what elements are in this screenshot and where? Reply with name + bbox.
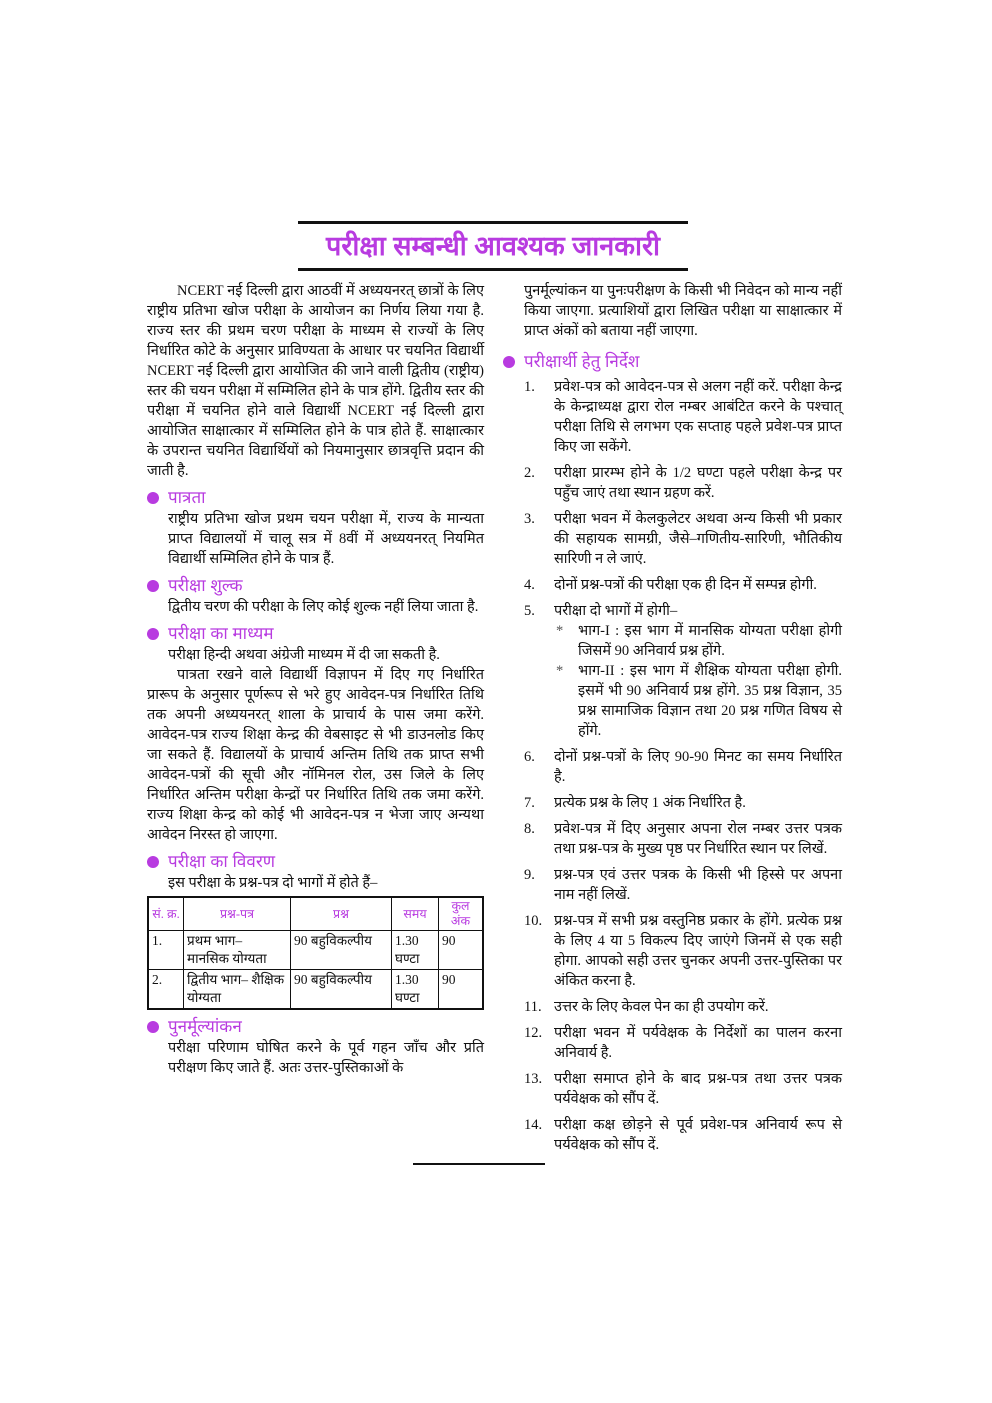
item-text [554,1069,842,1109]
instruction-item [524,997,842,1017]
revaluation-text-continued: पुनर्मूल्यांकन या पुनःपरीक्षण के किसी भी निवेदन को मान्य नहीं किया जाएगा. प्रत्याशियों द्वारा लिखित परीक्षा या साक्षात्कार में प्राप्त अंकों को बताया नहीं जाएगा. [524,283,842,339]
item-number: 3. [524,511,535,527]
col-header: प्रश्न-पत्र [184,897,291,931]
item-text-body: प्रत्येक प्रश्न के लिए 1 अंक निर्धारित है. [554,795,746,811]
instruction-item [524,377,842,457]
col-header: सं. क्र. [148,897,184,931]
bullet-icon [147,1021,159,1033]
heading-text: परीक्षार्थी हेतु निर्देश [524,352,640,371]
instruction-item [524,601,842,741]
table-header-row [148,897,483,931]
heading-text: परीक्षा का विवरण [168,852,276,871]
item-text-body: प्रश्न-पत्र में सभी प्रश्न वस्तुनिष्ठ प्रकार के होंगे. प्रत्येक प्रश्न के लिए 4 या 5 विकल्प दिए जाएंगे जिनमें से एक सही होगा. आपको सही उत्तर चुनकर अपनी उत्तर-पुस्तिका पर अंकित करना है. [554,913,842,989]
item-number: 9. [524,867,535,883]
instruction-item [524,793,842,813]
heading-instructions [503,351,842,373]
instruction-item [524,1023,842,1063]
col-header: प्रश्न [291,897,392,931]
item-number: 12. [524,1025,543,1041]
col-header: समय [392,897,439,931]
heading-details [147,851,484,873]
item-text-body: प्रवेश-पत्र में दिए अनुसार अपना रोल नम्बर उत्तर पत्रक तथा प्रश्न-पत्र के मुख्य पृष्ठ पर निर्धारित स्थान पर लिखें. [554,821,842,857]
heading-text: परीक्षा शुल्क [168,576,243,595]
cell: 2. [148,970,184,1010]
item-text [554,1115,842,1155]
item-number: 8. [524,821,535,837]
instruction-item [524,463,842,503]
item-text-body: प्रवेश-पत्र को आवेदन-पत्र से अलग नहीं करें. परीक्षा केन्द्र के केन्द्राध्यक्ष द्वारा रोल नम्बर आबंटित करने के पश्चात् परीक्षा तिथि से लगभग एक सप्ताह पहले प्रवेश-पत्र प्राप्त किए जा सकेंगे. [554,379,842,455]
heading-revaluation [147,1016,484,1038]
item-text [554,509,842,569]
instruction-item [524,747,842,787]
fee-text: द्वितीय चरण की परीक्षा के लिए कोई शुल्क नहीं लिया जाता है. [168,599,479,615]
item-text-body: उत्तर के लिए केवल पेन का ही उपयोग करें. [554,999,769,1015]
heading-text: परीक्षा का माध्यम [168,624,274,643]
item-text-body: परीक्षा भवन में केलकुलेटर अथवा अन्य किसी भी प्रकार की सहायक सामग्री, जैसे–गणितीय-सारिणी, भौतिकीय सारिणी न ले जाएं. [554,511,842,567]
cell: 90 बहुविकल्पीय [291,931,392,970]
item-text [554,601,842,741]
item-text [554,1023,842,1063]
bullet-icon [147,580,159,592]
instruction-item [524,1115,842,1155]
item-text [554,463,842,503]
asterisk-marker: * [556,623,564,639]
item-text [554,997,842,1017]
bullet-icon [147,856,159,868]
item-text [554,793,842,813]
item-text-body: दोनों प्रश्न-पत्रों के लिए 90-90 मिनट का समय निर्धारित है. [554,749,842,785]
details-text: इस परीक्षा के प्रश्न-पत्र दो भागों में होते हैं– [168,875,378,891]
item-text-body: परीक्षा समाप्त होने के बाद प्रश्न-पत्र तथा उत्तर पत्रक पर्यवेक्षक को सौंप दें. [554,1071,842,1107]
item-text [554,575,842,595]
item-text-body: प्रश्न-पत्र एवं उत्तर पत्रक के किसी भी हिस्से पर अपना नाम नहीं लिखें. [554,867,842,903]
item-number: 1. [524,379,535,395]
cell: 1. [148,931,184,970]
sub-item [556,661,842,741]
instruction-item [524,865,842,905]
eligibility-text: राष्ट्रीय प्रतिभा खोज प्रथम चयन परीक्षा में, राज्य के मान्यता प्राप्त विद्यालयों में चालू सत्र में 8वीं में अध्ययनरत् नियमित विद्यार्थी सम्मिलित होने के पात्र हैं. [168,511,484,567]
item-text-body: परीक्षा प्रारम्भ होने के 1/2 घण्टा पहले परीक्षा केन्द्र पर पहुँच जाएं तथा स्थान ग्रहण करें. [554,465,842,501]
title-banner [298,221,688,271]
application-text: पात्रता रखने वाले विद्यार्थी विज्ञापन में दिए गए निर्धारित प्रारूप के अनुसार पूर्णरूप से भरे हुए आवेदन-पत्र निर्धारित तिथि तक अपनी अध्ययनरत् शाला के प्राचार्य के पास जमा करेंगे. आवेदन-पत्र राज्य शिक्षा केन्द्र की वेबसाइट से भी डाउनलोड किए जा सकते हैं. विद्यालयों के प्राचार्य अन्तिम तिथि तक प्राप्त सभी आवेदन-पत्रों की सूची और नॉमिनल रोल, उस जिले के लिए निर्धारित अन्तिम परीक्षा केन्द्रों पर निर्धारित तिथि तक जमा करेंगे. राज्य शिक्षा केन्द्र को कोई भी आवेदन-पत्र न भेजा जाए अन्यथा आवेदन निरस्त हो जाएगा. [147,667,484,843]
cell: 90 बहुविकल्पीय [291,970,392,1010]
sub-item-text: भाग-I : इस भाग में मानसिक योग्यता परीक्षा होगी जिसमें 90 अनिवार्य प्रश्न होंगे. [578,623,842,659]
instruction-item [524,911,842,991]
bullet-icon [503,356,515,368]
medium-text: परीक्षा हिन्दी अथवा अंग्रेजी माध्यम में दी जा सकती है. [168,647,440,663]
item-text [554,377,842,457]
heading-text: पात्रता [168,488,206,507]
left-column [147,281,484,1078]
item-text-body: परीक्षा कक्ष छोड़ने से पूर्व प्रवेश-पत्र अनिवार्य रूप से पर्यवेक्षक को सौंप दें. [554,1117,842,1153]
cell: 90 [439,931,484,970]
heading-eligibility [147,487,484,509]
intro-paragraph: NCERT नई दिल्ली द्वारा आठवीं में अध्ययनरत् छात्रों के लिए राष्ट्रीय प्रतिभा खोज परीक्षा के आयोजन का निर्णय लिया गया है. राज्य स्तर की प्रथम चरण परीक्षा के माध्यम से राज्यों के लिए निर्धारित कोटे के अनुसार प्राविण्यता के आधार पर चयनित विद्यार्थी NCERT नई दिल्ली द्वारा आयोजित की जाने वाली द्वितीय (राष्ट्रीय) स्तर की चयन परीक्षा में सम्मिलित होने के पात्र होंगे. द्वितीय स्तर की परीक्षा में चयनित होने वाले विद्यार्थी NCERT नई दिल्ली द्वारा आयोजित साक्षात्कार में सम्मिलित होने के पात्र होते हैं. साक्षात्कार के उपरान्त चयनित विद्यार्थियों को नियमानुसार छात्रवृत्ति प्रदान की जाती है. [147,283,484,479]
item-text [554,865,842,905]
cell: 1.30 घण्टा [392,931,439,970]
bullet-icon [147,628,159,640]
item-number: 14. [524,1117,543,1133]
item-text-body: परीक्षा दो भागों में होगी– [554,603,678,619]
exam-table [147,896,484,1010]
item-number: 4. [524,577,535,593]
revaluation-text: परीक्षा परिणाम घोषित करने के पूर्व गहन जाँच और प्रति परीक्षण किए जाते हैं. अतः उत्तर-पुस्तिकाओं के [168,1040,484,1076]
item-number: 2. [524,465,535,481]
cell: प्रथम भाग– मानसिक योग्यता [184,931,291,970]
item-number: 5. [524,603,535,619]
instruction-item [524,509,842,569]
item-text [554,911,842,991]
instruction-item [524,819,842,859]
heading-fee [147,575,484,597]
item-text-body: परीक्षा भवन में पर्यवेक्षक के निर्देशों का पालन करना अनिवार्य है. [554,1025,842,1061]
sub-item-text: भाग-II : इस भाग में शैक्षिक योग्यता परीक्षा होगी. इसमें भी 90 अनिवार्य प्रश्न होंगे. 35 प्रश्न विज्ञान, 35 प्रश्न सामाजिक विज्ञान तथा 20 प्रश्न गणित विषय से होंगे. [578,663,842,739]
instruction-item [524,1069,842,1109]
table-row [148,970,483,1010]
item-number: 11. [524,999,542,1015]
instructions-list [524,377,842,1155]
cell: 1.30 घण्टा [392,970,439,1010]
right-column [524,281,842,1161]
item-text [554,747,842,787]
end-rule [413,1163,545,1165]
item-number: 10. [524,913,543,929]
asterisk-marker: * [556,663,564,679]
page-title: परीक्षा सम्बन्धी आवश्यक जानकारी [325,231,660,261]
cell: द्वितीय भाग– शैक्षिक योग्यता [184,970,291,1010]
sub-item [556,621,842,661]
bullet-icon [147,492,159,504]
heading-text: पुनर्मूल्यांकन [168,1017,242,1036]
cell: 90 [439,970,484,1010]
table-row [148,931,483,970]
instruction-item [524,575,842,595]
item-number: 6. [524,749,535,765]
item-number: 13. [524,1071,543,1087]
item-text-body: दोनों प्रश्न-पत्रों की परीक्षा एक ही दिन में सम्पन्न होगी. [554,577,817,593]
item-text [554,819,842,859]
col-header: कुल अंक [439,897,484,931]
item-number: 7. [524,795,535,811]
heading-medium [147,623,484,645]
